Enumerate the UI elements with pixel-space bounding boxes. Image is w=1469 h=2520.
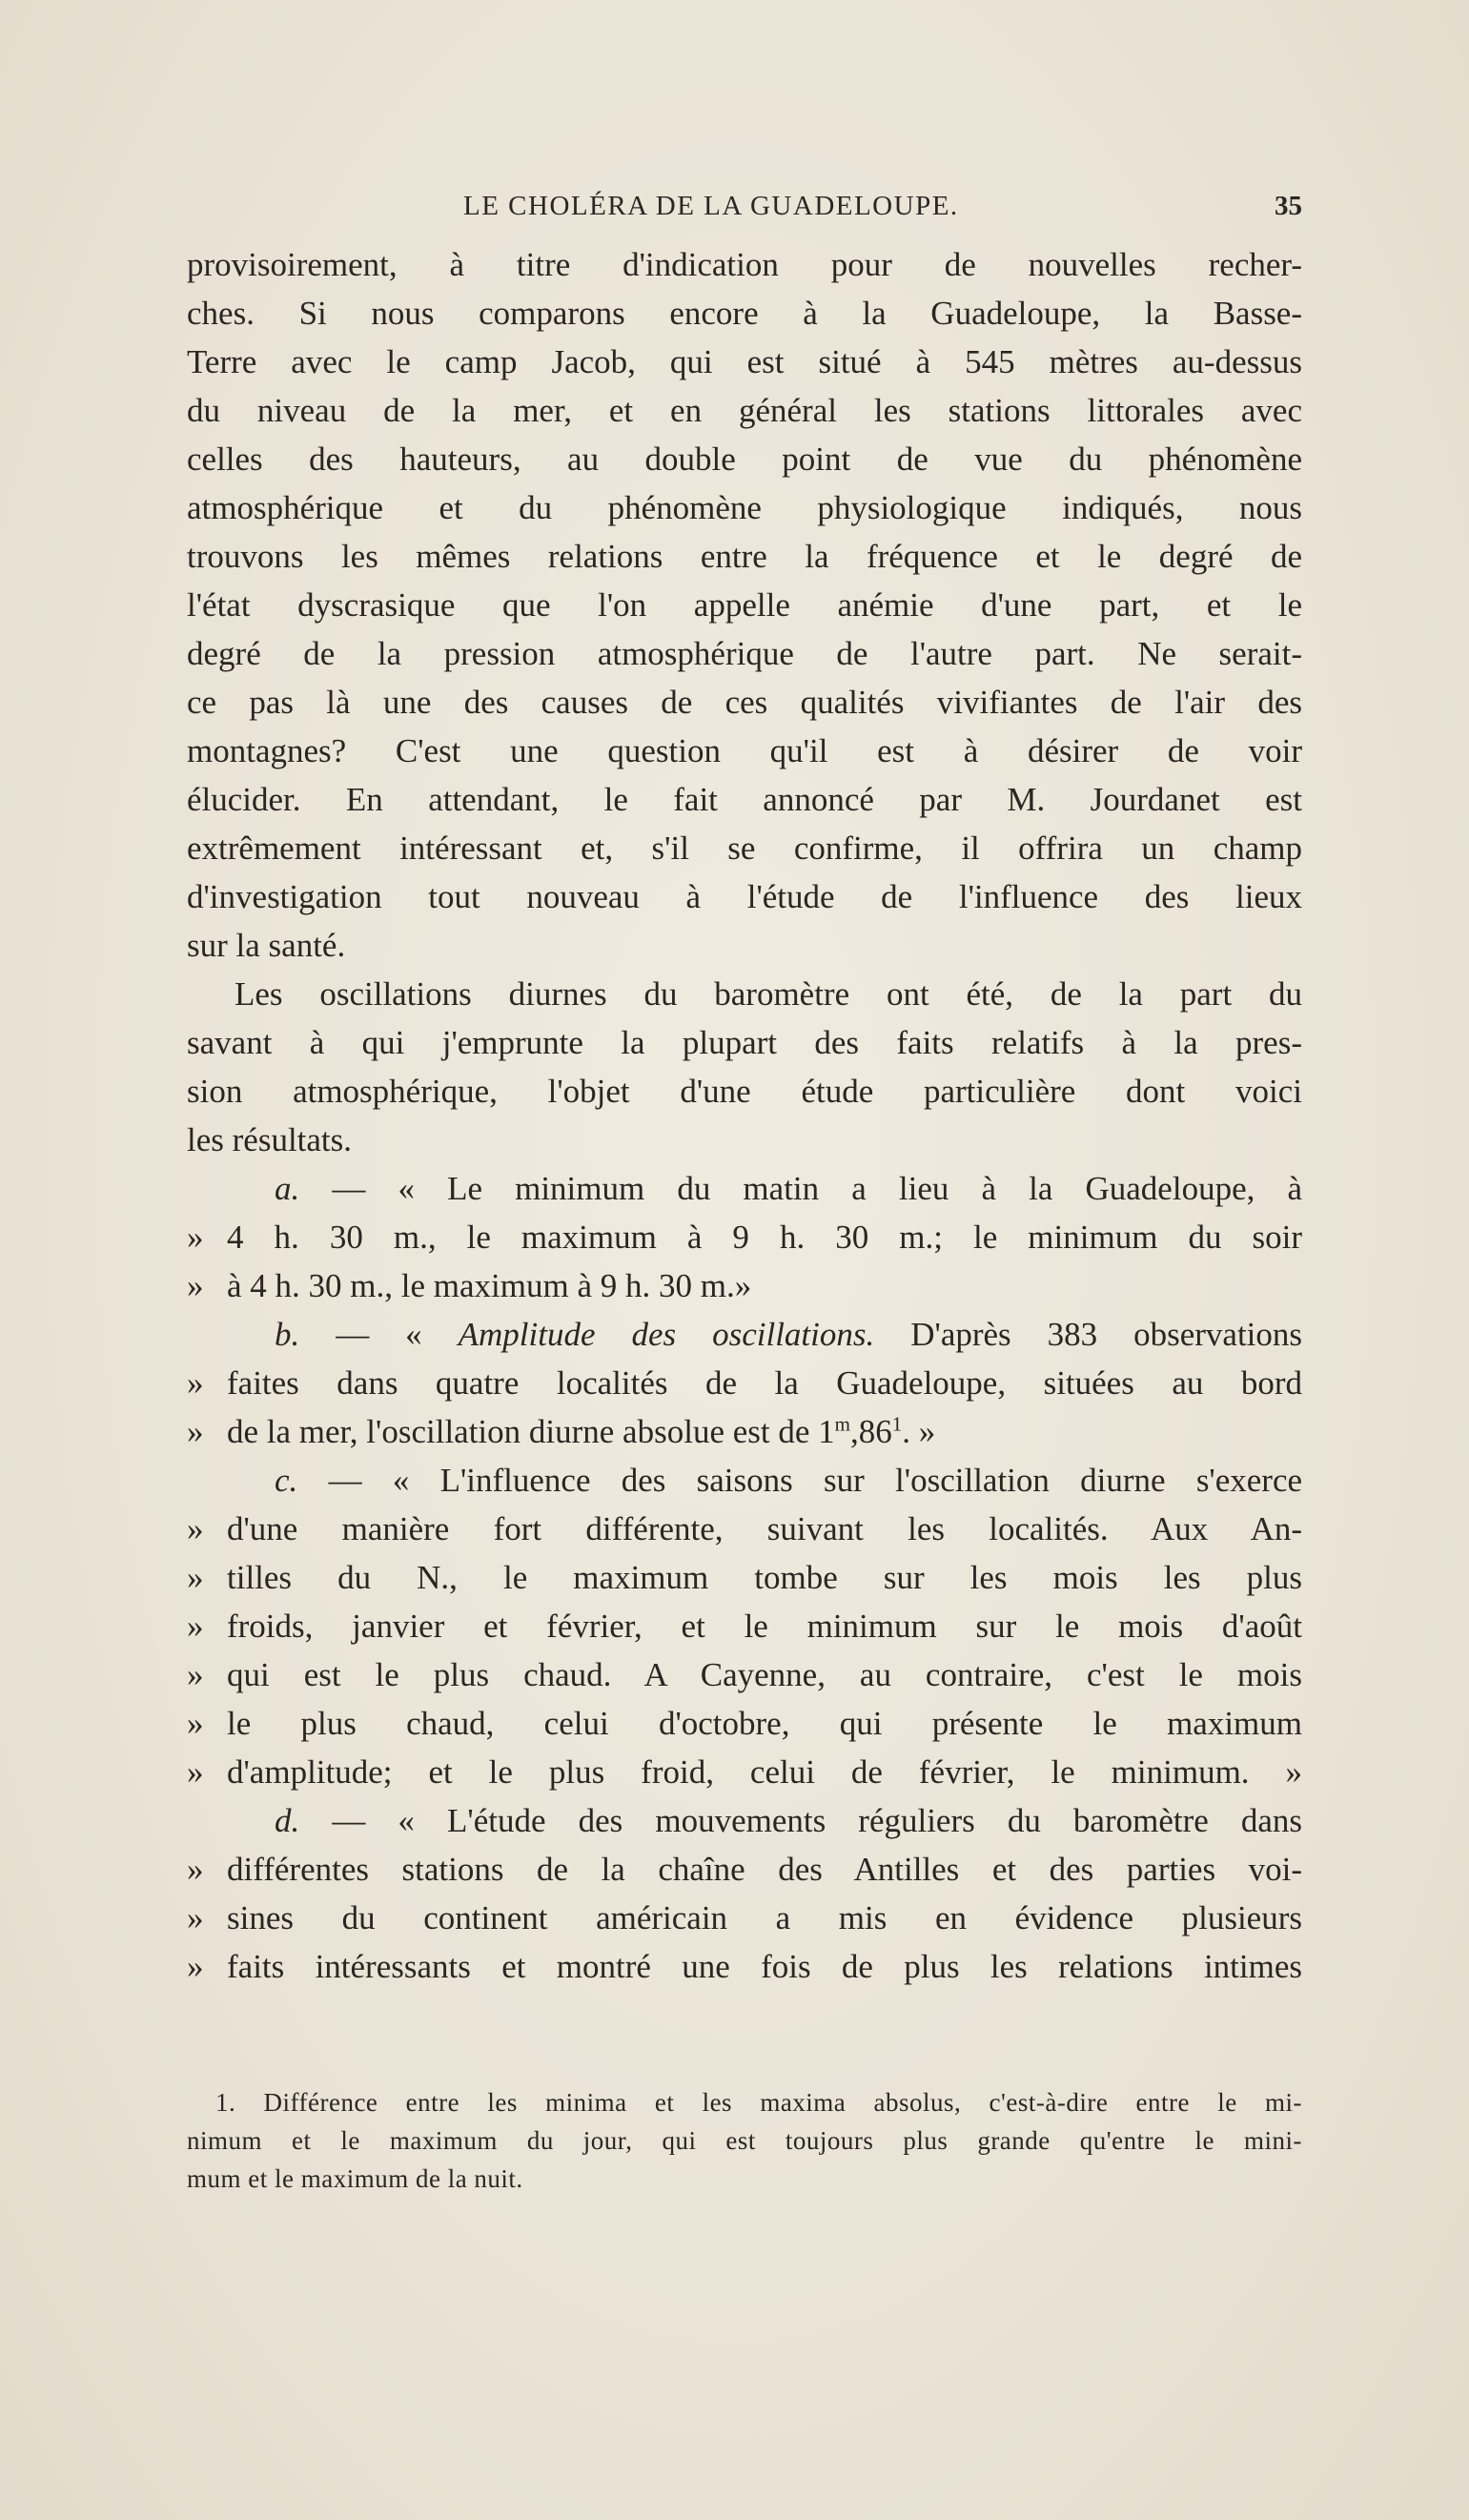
text-line: du niveau de la mer, et en général les stations littorales avec [187, 392, 1302, 429]
text-line: d'investigation tout nouveau à l'étude de l'influence des lieux [187, 878, 1302, 915]
text-span: faites dans quatre localités de la Guadeloupe, situées au bord [227, 1364, 1302, 1402]
item-label: c. [275, 1462, 298, 1499]
text-span: à 4 h. 30 m., le maximum à 9 h. 30 m.» [227, 1267, 752, 1304]
text-span: L'influence des saisons sur l'oscillation diurne s'exerce [439, 1462, 1302, 1499]
quoted-line [187, 1553, 1302, 1602]
text-span: froids, janvier et février, et le minimum sur le mois d'août [227, 1608, 1302, 1645]
text-span: faits intéressants et montré une fois de plus les relations intimes [227, 1948, 1302, 1985]
text-span: D'après 383 observations [910, 1316, 1302, 1353]
item-d-first-line [187, 1796, 1302, 1845]
text-span: d'une manière fort différente, suivant les localités. Aux An- [227, 1510, 1302, 1547]
value-end: ,86 [849, 1413, 892, 1450]
item-label: b. [275, 1316, 300, 1353]
text-line: les résultats. [187, 1121, 353, 1158]
page-header [187, 191, 1302, 229]
footnote-line: nimum et le maximum du jour, qui est toujours plus grande qu'entre le mini- [187, 2126, 1302, 2155]
quoted-line [187, 1748, 1302, 1796]
dash: — « [328, 1462, 410, 1499]
footnote-reference[interactable]: 1 [891, 1412, 903, 1436]
text-line: ce pas là une des causes de ces qualités vivifiantes de l'air des [187, 684, 1302, 721]
quoted-line [187, 1359, 1302, 1407]
quote-mark: » [187, 1851, 204, 1888]
quoted-line [187, 1505, 1302, 1553]
footnote-line: mum et le maximum de la nuit. [187, 2164, 523, 2193]
dash: — « [336, 1316, 422, 1353]
text-line: atmosphérique et du phénomène physiologique indiqués, nous [187, 489, 1302, 526]
quoted-line [187, 1894, 1302, 1942]
footnote-line: 1. Différence entre les minima et les maxima absolus, c'est-à-dire entre le mi- [215, 2088, 1302, 2117]
text-line: degré de la pression atmosphérique de l'autre part. Ne serait- [187, 635, 1302, 672]
item-label: a. [275, 1170, 300, 1207]
quoted-line [187, 1942, 1302, 1991]
quote-mark: » [187, 1608, 204, 1645]
quote-mark: » [187, 1899, 204, 1936]
text-span: L'étude des mouvements réguliers du baromètre dans [447, 1802, 1302, 1839]
text-span: sines du continent américain a mis en évidence plusieurs [227, 1899, 1302, 1936]
text-line: savant à qui j'emprunte la plupart des faits relatifs à la pres- [187, 1024, 1302, 1061]
body-text [187, 240, 1302, 1991]
text-span: d'amplitude; et le plus froid, celui de février, le minimum. » [227, 1753, 1302, 1791]
dash: — « [332, 1802, 415, 1839]
text-line: sion atmosphérique, l'objet d'une étude particulière dont voici [187, 1073, 1302, 1110]
quoted-line [187, 1699, 1302, 1748]
unit-superscript: m [834, 1412, 850, 1436]
quoted-line [187, 1845, 1302, 1894]
text-span: de la mer, l'oscillation diurne absolue est de 1 [227, 1413, 835, 1450]
quote-mark: » [187, 1413, 204, 1450]
item-b-first-line [187, 1310, 1302, 1359]
quoted-line [187, 1213, 1302, 1261]
quote-mark: » [187, 1656, 204, 1693]
text-line: l'état dyscrasique que l'on appelle anémie d'une part, et le [187, 586, 1302, 624]
quoted-line [187, 1261, 1302, 1310]
page-number: 35 [1275, 191, 1302, 221]
quoted-line [187, 1602, 1302, 1650]
text-line: élucider. En attendant, le fait annoncé par M. Jourdanet est [187, 781, 1302, 818]
item-a-first-line [187, 1164, 1302, 1213]
item-title: Amplitude des oscillations. [458, 1316, 875, 1353]
running-title: LE CHOLÉRA DE LA GUADELOUPE. [463, 191, 959, 221]
text-span: Le minimum du matin a lieu à la Guadeloupe, à [447, 1170, 1302, 1207]
quote-mark: » [187, 1753, 204, 1791]
text-line: provisoirement, à titre d'indication pour de nouvelles recher- [187, 246, 1302, 283]
text-span: le plus chaud, celui d'octobre, qui présente le maximum [227, 1705, 1302, 1742]
quote-mark: » [187, 1705, 204, 1742]
dash: — « [332, 1170, 415, 1207]
quote-mark: » [187, 1219, 204, 1256]
closing-quote: . » [902, 1413, 936, 1450]
text-line: celles des hauteurs, au double point de vue du phénomène [187, 440, 1302, 478]
text-span: qui est le plus chaud. A Cayenne, au contraire, c'est le mois [227, 1656, 1302, 1693]
quoted-line [187, 1650, 1302, 1699]
item-c-first-line [187, 1456, 1302, 1505]
text-line: Les oscillations diurnes du baromètre ont été, de la part du [235, 975, 1302, 1013]
text-line: ches. Si nous comparons encore à la Guadeloupe, la Basse- [187, 295, 1302, 332]
text-span: tilles du N., le maximum tombe sur les mois les plus [227, 1559, 1302, 1596]
text-line: Terre avec le camp Jacob, qui est situé à 545 mètres au-dessus [187, 343, 1302, 380]
footnotes [187, 2083, 1302, 2198]
item-label: d. [275, 1802, 300, 1839]
quoted-line [187, 1407, 1302, 1456]
text-span: différentes stations de la chaîne des Antilles et des parties voi- [227, 1851, 1302, 1888]
text-line: montagnes? C'est une question qu'il est à désirer de voir [187, 732, 1302, 769]
text-line: extrêmement intéressant et, s'il se confirme, il offrira un champ [187, 830, 1302, 867]
text-line: sur la santé. [187, 927, 346, 964]
quote-mark: » [187, 1267, 204, 1304]
quote-mark: » [187, 1559, 204, 1596]
text-span: 4 h. 30 m., le maximum à 9 h. 30 m.; le minimum du soir [227, 1219, 1302, 1256]
quote-mark: » [187, 1948, 204, 1985]
quote-mark: » [187, 1510, 204, 1547]
quote-mark: » [187, 1364, 204, 1402]
text-line: trouvons les mêmes relations entre la fréquence et le degré de [187, 538, 1302, 575]
